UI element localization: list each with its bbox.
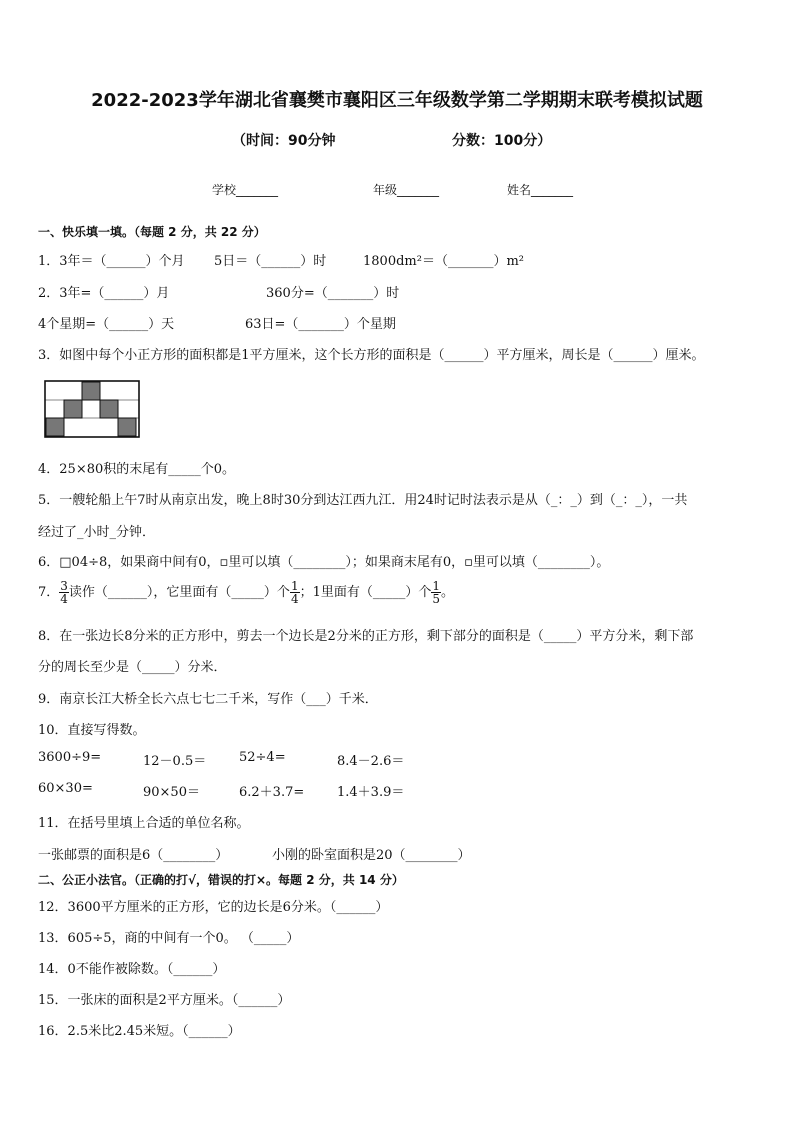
- calc-item: 1.4＋3.9＝: [337, 785, 405, 800]
- question-7-number: 7．: [38, 585, 60, 600]
- grade-field: 年级_______: [373, 183, 440, 197]
- school-field: 学校_______: [212, 183, 279, 197]
- question-16: 16．2.5米比2.45米短。（______）: [38, 1024, 241, 1039]
- question-7-end: 。: [441, 585, 455, 600]
- grid-figure: [44, 380, 140, 438]
- question-7-text-1: 读作（______），它里面有（_____）个: [68, 585, 290, 600]
- calc-item: 3600÷9=: [38, 750, 102, 765]
- calc-item: 6.2＋3.7=: [239, 785, 305, 800]
- question-7-text-2: ；1里面有（_____）个: [299, 585, 432, 600]
- exam-score: 分数：100分）: [452, 133, 552, 149]
- question-3: 3．如图中每个小正方形的面积都是1平方厘米，这个长方形的面积是（______）平方厘米，周长是（______）厘米。: [38, 348, 705, 363]
- question-15: 15．一张床的面积是2平方厘米。（______）: [38, 993, 291, 1008]
- question-14: 14．0不能作被除数。（______）: [38, 962, 226, 977]
- question-11b: 小刚的卧室面积是20（________）: [272, 848, 471, 863]
- question-11: 11．在括号里填上合适的单位名称。: [38, 816, 250, 831]
- question-12: 12．3600平方厘米的正方形，它的边长是6分米。（______）: [38, 900, 389, 915]
- question-2a: 2．3年=（______）月: [38, 286, 170, 301]
- calc-item: 90×50＝: [143, 785, 200, 800]
- calc-item: 60×30=: [38, 781, 93, 796]
- fraction-one-fifth: $\frac{1}{5}$: [432, 579, 440, 606]
- exam-time: （时间：90分钟: [232, 133, 336, 149]
- page-title: 2022-2023学年湖北省襄樊市襄阳区三年级数学第二学期期末联考模拟试题: [91, 90, 703, 111]
- question-6: 6．□04÷8，如果商中间有0，▫里可以填（________）；如果商末尾有0，▫里可以填（________）。: [38, 555, 610, 570]
- calc-item: 52÷4=: [239, 750, 286, 765]
- question-1c: 1800dm²＝（_______）m²: [363, 254, 524, 269]
- section-1-heading: 一、快乐填一填。（每题 2 分，共 22 分）: [38, 225, 266, 239]
- calc-item: 12－0.5＝: [143, 754, 207, 769]
- question-2d: 63日=（_______）个星期: [245, 317, 396, 332]
- question-5-line2: 经过了_小时_分钟．: [38, 525, 156, 540]
- section-2-heading: 二、公正小法官。（正确的打√，错误的打×。每题 2 分，共 14 分）: [38, 873, 404, 887]
- calc-item: 8.4－2.6＝: [337, 754, 405, 769]
- question-11a: 一张邮票的面积是6（________）: [38, 848, 229, 863]
- question-10: 10．直接写得数。: [38, 723, 146, 738]
- question-8-line2: 分的周长至少是（_____）分米．: [38, 660, 227, 675]
- question-2c: 4个星期=（______）天: [38, 317, 175, 332]
- question-4: 4．25×80积的末尾有_____个0。: [38, 462, 236, 477]
- fraction-three-quarters: $\frac{3}{4}$: [60, 579, 68, 606]
- name-field: 姓名_______: [507, 183, 574, 197]
- question-8-line1: 8．在一张边长8分米的正方形中，剪去一个边长是2分米的正方形，剩下部分的面积是（_____）平方分米，剩下部: [38, 629, 694, 644]
- question-2b: 360分=（_______）时: [266, 286, 400, 301]
- question-5-line1: 5．一艘轮船上午7时从南京出发，晚上8时30分到达江西九江．用24时记时法表示是从（_：_）到（_：_），一共: [38, 493, 688, 508]
- question-1b: 5日＝（______）时: [214, 254, 327, 269]
- question-1a: 1．3年＝（______）个月: [38, 254, 185, 269]
- question-7: [38, 580, 454, 605]
- question-13: 13．605÷5，商的中间有一个0。 （_____）: [38, 931, 300, 946]
- question-9: 9．南京长江大桥全长六点七七二千米，写作（___）千米．: [38, 692, 378, 707]
- fraction-one-quarter: $\frac{1}{4}$: [290, 579, 299, 606]
